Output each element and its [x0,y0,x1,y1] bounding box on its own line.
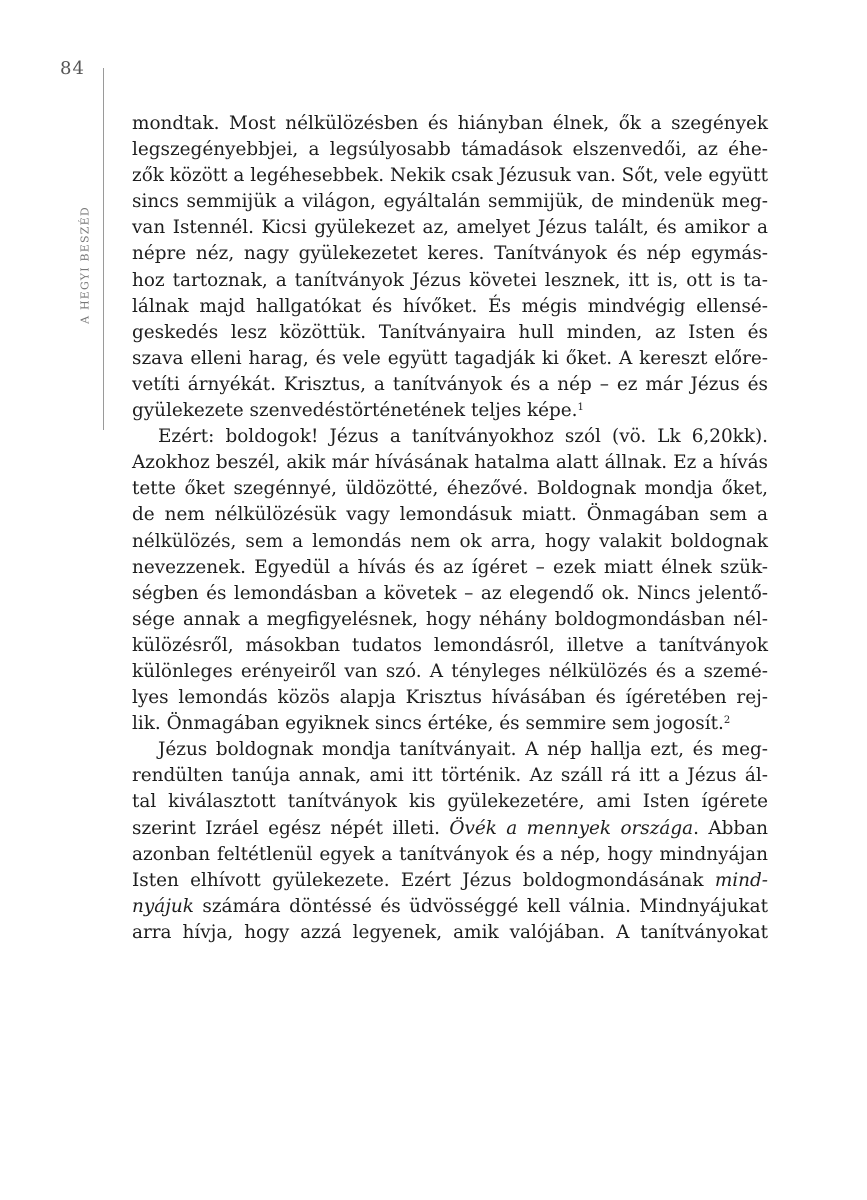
text-line: arra hívja, hogy azzá legyenek, amik valójában. A tanítványokat [132,921,768,943]
text-line: Azokhoz beszél, akik már hívásának hatalma alatt állnak. Ez a hívás [132,452,768,474]
text-line: zők között a legéhesebbek. Nekik csak Jézusuk van. Sőt, vele együtt [132,165,768,187]
text-line: külözésről, másokban tudatos lemondásról, illetve a tanítványok [132,634,768,656]
margin-rule [103,68,104,430]
text-line: különleges erényeiről van szó. A tényleges nélkülözés és a szemé- [132,660,768,682]
text-line: lyes lemondás közös alapja Krisztus hívásában és ígéretében rej- [132,687,768,709]
body-text [132,111,768,946]
text-line [132,894,768,920]
line-text: lik. Önmagában egyiknek sincs értéke, és semmire sem jogosít. [132,713,724,735]
footnote-ref-1: 1 [577,402,584,414]
emphasis-text: mind- [714,869,768,891]
paragraph-2 [132,424,768,737]
page-number: 84 [60,58,85,79]
text-line [132,711,768,737]
text-line: van Istennél. Kicsi gyülekezet az, amelyet Jézus talált, és amikor a [132,217,768,239]
text-line: ségben és lemondásban a követek – az elegendő ok. Nincs jelentő- [132,582,768,604]
running-head: A HEGYI BESZÉD [78,206,92,324]
text-line: hoz tartoznak, a tanítványok Jézus követei lesznek, itt is, ott is ta- [132,269,768,291]
text-line: sége annak a megfigyelésnek, hogy néhány boldogmondásban nél- [132,608,768,630]
paragraph-1 [132,111,768,424]
text-line: tal kiválasztott tanítványok kis gyülekezetére, ami Isten ígérete [132,791,768,813]
text-line [132,868,768,894]
text-line: legszegényebbjei, a legsúlyosabb támadások elszenvedői, az éhe- [132,139,768,161]
text-line: rendülten tanúja annak, ami itt történik. Az száll rá itt a Jézus ál- [132,765,768,787]
text-line: sincs semmijük a világon, egyáltalán semmijük, de mindenük meg- [132,191,768,213]
text-line: nevezzenek. Egyedül a hívás és az ígéret – ezek miatt élnek szük- [132,556,768,578]
text-line: de nem nélkülözésük vagy lemondásuk miatt. Önmagában sem a [132,504,768,526]
line-text: számára döntéssé és üdvösséggé kell válnia. Mindnyájukat [193,895,768,917]
text-line: Jézus boldognak mondja tanítványait. A nép hallja ezt, és meg- [158,739,768,761]
footnote-ref-2: 2 [723,715,731,727]
text-line: tette őket szegénnyé, üldözötté, éhezővé. Boldognak mondja őket, [132,478,768,500]
paragraph-3 [132,737,768,946]
text-line: mondtak. Most nélkülözésben és hiányban élnek, ők a szegények [132,113,768,134]
text-line: Ezért: boldogok! Jézus a tanítványokhoz szól (vö. Lk 6,20kk). [158,426,768,448]
text-line: lálnak majd hallgatókat és hívőket. És mégis mindvégig ellensé- [132,295,768,317]
text-line: azonban feltétlenül egyek a tanítványok és a nép, hogy mindnyájan [132,843,768,865]
line-text: szerint Izráel egész népét illeti. [132,817,450,839]
text-line: vetíti árnyékát. Krisztus, a tanítványok és a nép – ez már Jézus és [132,373,768,395]
line-text: Isten elhívott gyülekezete. Ezért Jézus boldogmondásának [132,869,715,891]
text-line [132,398,768,424]
text-line: nélkülözés, sem a lemondás nem ok arra, hogy valakit boldognak [132,530,768,552]
line-text: . Abban [693,817,769,839]
emphasis-text: Övék a mennyek országa [449,817,694,839]
text-line [132,816,768,842]
text-line: szava elleni harag, és vele együtt tagadják ki őket. A kereszt előre- [132,347,768,369]
text-line: népre néz, nagy gyülekezetet keres. Tanítványok és nép egymás- [132,243,768,265]
line-text: gyülekezete szenvedéstörténetének teljes képe. [132,400,578,422]
text-line: geskedés lesz közöttük. Tanítványaira hull minden, az Isten és [132,321,768,343]
emphasis-text: nyájuk [132,895,194,917]
